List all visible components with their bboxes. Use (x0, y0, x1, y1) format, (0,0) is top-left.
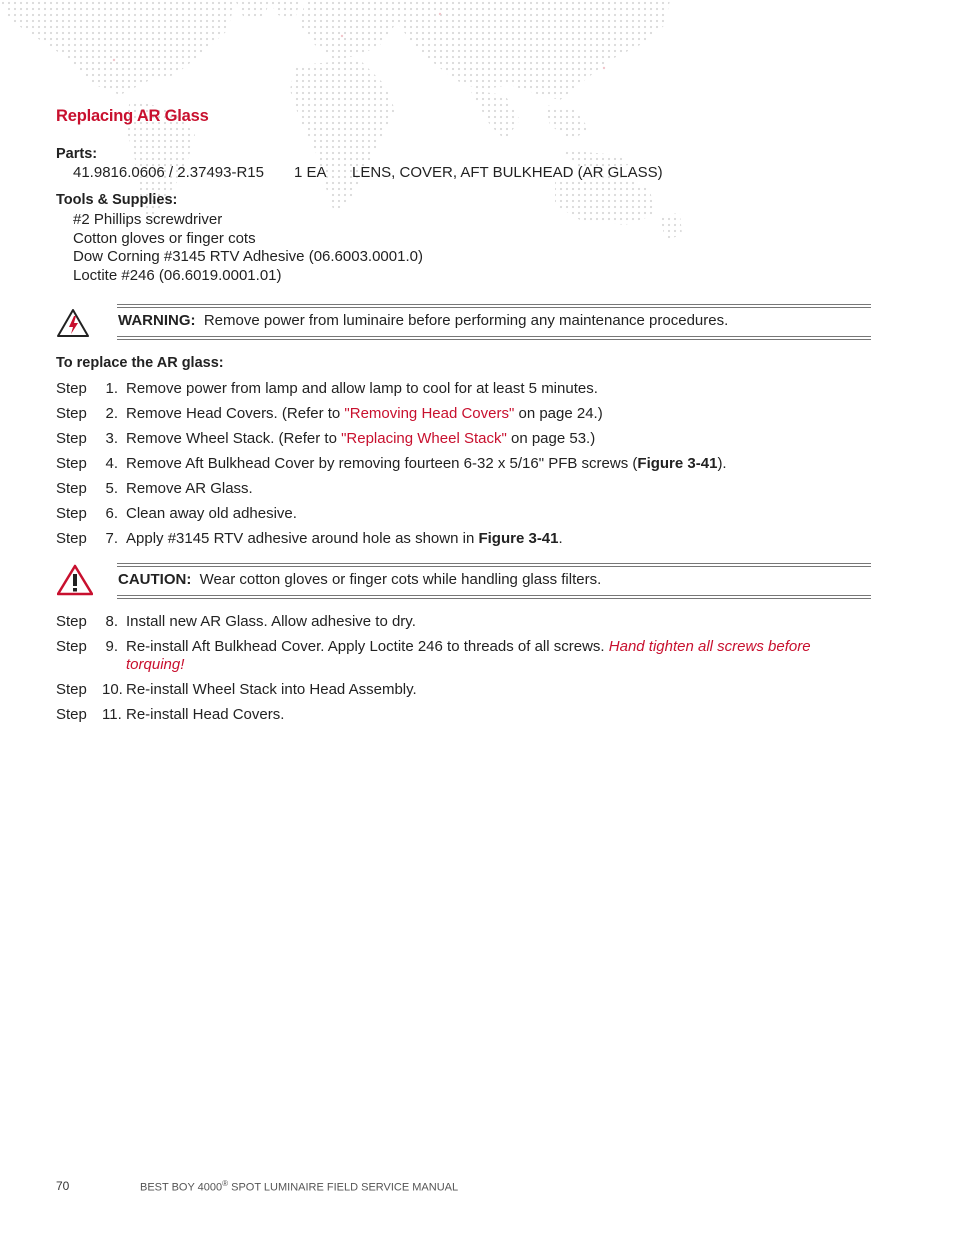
tools-label: Tools & Supplies: (56, 192, 178, 208)
part-number: 41.9816.0606 / 2.37493-R15 (73, 164, 264, 181)
step-number: 7. (105, 530, 118, 547)
step-number: 9. (105, 638, 118, 655)
step-word: Step (56, 530, 87, 547)
part-quantity: 1 EA (294, 164, 327, 181)
caution-notice (56, 563, 871, 599)
step-text: Remove power from lamp and allow lamp to cool for at least 5 minutes. (126, 380, 598, 397)
step-word: Step (56, 380, 87, 397)
step-text: Remove Aft Bulkhead Cover by removing fourteen 6-32 x 5/16" PFB screws (Figure 3-41). (126, 455, 727, 472)
tool-item: #2 Phillips screwdriver (73, 211, 223, 228)
step-word: Step (56, 681, 87, 698)
page-number: 70 (56, 1179, 70, 1193)
warning-notice (56, 304, 871, 340)
parts-label: Parts: (56, 146, 98, 162)
step-number: 4. (105, 455, 118, 472)
manual-title: BEST BOY 4000® SPOT LUMINAIRE FIELD SERVICE MANUAL (140, 1179, 459, 1194)
step-number: 8. (105, 613, 118, 630)
step-number: 3. (105, 430, 118, 447)
step-text: Re-install Wheel Stack into Head Assembly. (126, 681, 417, 698)
caution-label: CAUTION: (118, 571, 192, 588)
tool-item: Cotton gloves or finger cots (73, 230, 256, 247)
step-word: Step (56, 706, 87, 723)
step-word: Step (56, 638, 87, 655)
step-text: Clean away old adhesive. (126, 505, 297, 522)
figure-reference: Figure 3-41 (478, 530, 559, 547)
step-number: 1. (105, 380, 118, 397)
section-title: Replacing AR Glass (56, 107, 209, 125)
step-number: 11. (102, 706, 122, 723)
part-description: LENS, COVER, AFT BULKHEAD (AR GLASS) (352, 164, 663, 181)
step-number: 2. (105, 405, 118, 422)
step-text: Install new AR Glass. Allow adhesive to dry. (126, 613, 416, 630)
step-number: 10. (102, 681, 123, 698)
step-text: Apply #3145 RTV adhesive around hole as shown in Figure 3-41. (126, 530, 563, 547)
replacing-wheel-stack-link[interactable]: "Replacing Wheel Stack" (341, 430, 507, 447)
procedure-heading: To replace the AR glass: (56, 355, 224, 371)
step-word: Step (56, 613, 87, 630)
tool-item: Loctite #246 (06.6019.0001.01) (73, 267, 282, 284)
step-text: Re-install Aft Bulkhead Cover. Apply Loctite 246 to threads of all screws. Hand tighten all screws before torquing! (126, 638, 811, 673)
step-word: Step (56, 480, 87, 497)
figure-reference: Figure 3-41 (637, 455, 718, 472)
warning-text: Remove power from luminaire before performing any maintenance procedures. (203, 312, 729, 329)
warning-label: WARNING: (118, 312, 196, 329)
caution-text: Wear cotton gloves or finger cots while handling glass filters. (199, 571, 602, 588)
electrical-warning-icon (57, 308, 89, 338)
step-number: 5. (105, 480, 118, 497)
step-text: Re-install Head Covers. (126, 706, 285, 723)
caution-exclamation-icon (57, 564, 93, 596)
step-word: Step (56, 455, 87, 472)
step-text: Remove AR Glass. (126, 480, 253, 497)
tool-item: Dow Corning #3145 RTV Adhesive (06.6003.0001.0) (73, 248, 423, 265)
step-word: Step (56, 405, 87, 422)
step-word: Step (56, 430, 87, 447)
step-text: Remove Wheel Stack. (Refer to "Replacing Wheel Stack" on page 53.) (126, 430, 596, 447)
step-number: 6. (105, 505, 118, 522)
removing-head-covers-link[interactable]: "Removing Head Covers" (344, 405, 515, 422)
emphasis-note: Hand tighten all screws before torquing! (126, 638, 811, 673)
step-word: Step (56, 505, 87, 522)
step-text: Remove Head Covers. (Refer to "Removing Head Covers" on page 24.) (126, 405, 603, 422)
